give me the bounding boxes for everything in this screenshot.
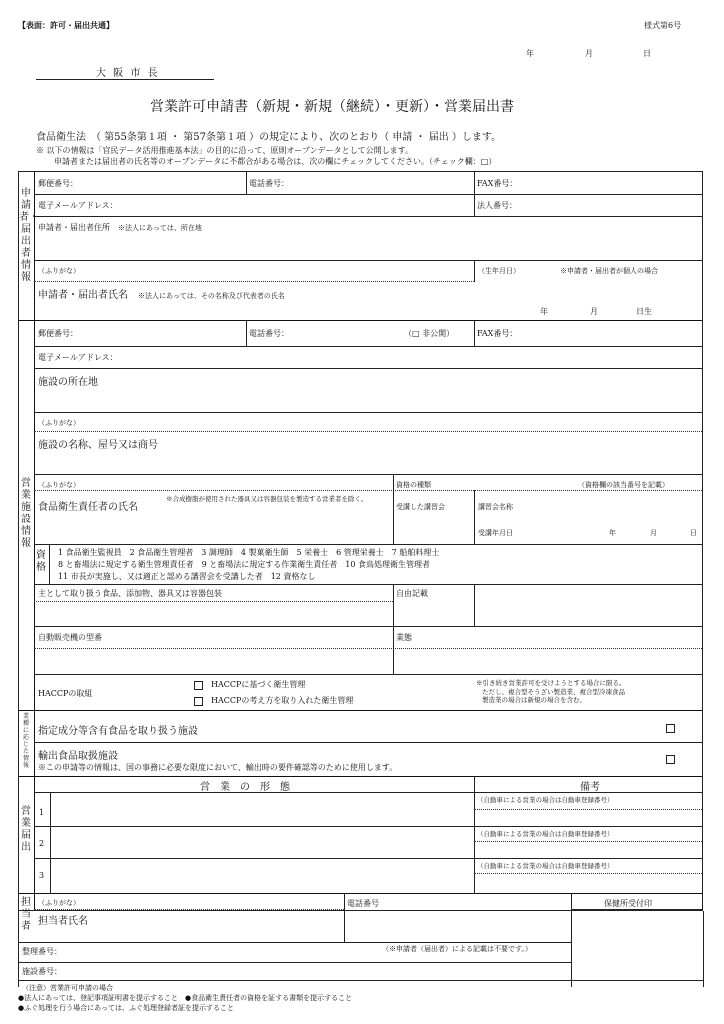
vending-machine-label: 自動販売機の型番: [38, 633, 102, 642]
form-number: 様式第6号: [644, 21, 682, 30]
applicant-birth-label: （生年月日）: [478, 267, 520, 275]
facility-phone-label: 電話番号：: [249, 329, 289, 338]
business-type-label: 業態: [396, 633, 412, 642]
contact-side-label: 担当者: [21, 897, 31, 932]
applicant-email-label: 電子メールアドレス：: [38, 201, 118, 210]
course-label: 受講した講習会: [396, 503, 445, 511]
reference-number-label: 整理番号：: [22, 947, 62, 956]
form-face-label: 【表面：許可・届出共通】: [18, 20, 114, 30]
qual-type-label: 資格の種類: [396, 481, 431, 489]
main-goods-label: 主として取り扱う食品、添加物、器具又は容器包装: [38, 589, 222, 598]
course-month-label: 月: [650, 529, 657, 537]
qualification-list-line3: 11 市長が実施し、又は適正と認める講習会を受講した者 12 資格なし: [58, 572, 316, 581]
course-year-label: 年: [609, 529, 616, 537]
export-facility-checkbox[interactable]: [666, 755, 675, 765]
date-year-label: 年: [526, 49, 534, 58]
business-specific-side-label: 業種に応じた情報: [22, 713, 29, 769]
facility-location-label: 施設の所在地: [38, 377, 98, 388]
applicant-address-label: 申請者・届出者住所 ※法人にあっては、所在地: [38, 223, 202, 232]
facility-email-label: 電子メールアドレス：: [38, 353, 118, 362]
facility-name-label: 施設の名称、屋号又は商号: [38, 440, 158, 451]
course-day-label: 日: [690, 529, 697, 537]
remarks-header: 備考: [580, 782, 600, 793]
notes-line-1: ●法人にあっては、登記事項証明書を提示すること ●食品衛生責任者の資格を証する書類を提示すること: [18, 994, 353, 1002]
facility-side-label: 営業施設情報: [21, 478, 31, 549]
haccp-option-2-checkbox[interactable]: [194, 697, 203, 706]
business-form-header: 営 業 の 形 態: [200, 782, 290, 793]
page-title: 営業許可申請書（新規・新規（継続）・更新）・営業届出書: [150, 99, 514, 115]
facility-furigana-label: （ふりがな）: [38, 419, 80, 427]
manager-name-note: ※合成樹脂が使用された器具又は容器包装を製造する営業者を除く。: [166, 495, 368, 503]
applicant-birth-month: 月: [590, 307, 598, 316]
notes-line-2: ●ふぐ処理を行う場合にあっては、ふぐ処理登録者証を提示すること: [18, 1004, 235, 1012]
contact-phone-label: 電話番号: [347, 899, 379, 908]
facility-postal-label: 郵便番号：: [38, 329, 78, 338]
intro-statement: 食品衛生法 （ 第55条第１項 ・ 第57条第１項 ）の規定により、次のとおり（ 申請 ・ 届出 ）します。: [36, 132, 502, 143]
haccp-option-1-checkbox[interactable]: [194, 681, 203, 690]
contact-name-label: 担当者氏名: [38, 916, 88, 927]
export-facility-label: 輸出食品取扱施設: [38, 751, 118, 762]
free-entry-label: 自由記載: [396, 589, 428, 598]
addressee: 大 阪 市 長: [96, 68, 160, 79]
haccp-option-1[interactable]: HACCPに基づく衛生管理: [194, 679, 305, 690]
notification-row-remark: （自動車による営業の場合は自動車登録番号）: [477, 862, 614, 870]
applicant-birth-day: 日生: [636, 307, 652, 316]
course-date-label: 受講年月日: [478, 529, 513, 537]
date-month-label: 月: [585, 49, 593, 58]
manager-furigana-label: （ふりがな）: [38, 481, 80, 489]
facility-number-label: 施設番号：: [22, 967, 62, 976]
addressee-underline: [36, 79, 214, 80]
notification-row-number: 1: [39, 808, 45, 817]
side-column-divider: [34, 171, 35, 911]
open-data-note: ※ 以下の情報は「官民データ活用推進基本法」の目的に沿って、原則オープンデータとして公開します。: [36, 146, 414, 155]
course-name-label: 講習会名称: [478, 503, 513, 511]
notification-row-remark: （自動車による営業の場合は自動車登録番号）: [477, 830, 614, 838]
applicant-birth-year: 年: [540, 307, 548, 316]
applicant-side-label: 申請者・届出者情報: [19, 188, 39, 283]
facility-fax-label: FAX番号：: [477, 329, 518, 338]
continuation-note: ※引き続き営業許可を受けようとする場合に限る。 ただし、複合型そうざい製造業、複合型冷凍食品 製造業の場合は新規の場合を含む。: [476, 679, 626, 704]
applicant-postal-label: 郵便番号：: [38, 179, 78, 188]
notification-side-label: 営業届出: [21, 806, 31, 853]
health-center-stamp-label: 保健所受付印: [604, 899, 652, 908]
notification-row-number: 3: [39, 871, 45, 880]
designated-ingredient-checkbox[interactable]: [666, 724, 675, 734]
notification-row-number: 2: [39, 839, 45, 848]
qualification-list-line2: 8 と畜場法に規定する衛生管理責任者 9 と畜場法に規定する作業衛生責任者 10 食鳥処理衛生管理者: [58, 560, 430, 569]
date-day-label: 日: [643, 49, 651, 58]
notes-heading: （注意）営業許可申請の場合: [22, 984, 113, 992]
contact-furigana-label: （ふりがな）: [38, 899, 80, 907]
applicant-furigana-label: （ふりがな）: [38, 267, 80, 275]
notification-row-remark: （自動車による営業の場合は自動車登録番号）: [477, 796, 614, 804]
qual-type-note: （資格欄の該当番号を記載）: [578, 481, 669, 489]
haccp-option-2[interactable]: HACCPの考え方を取り入れた衛生管理: [194, 695, 353, 706]
haccp-label: HACCPの取組: [38, 689, 93, 698]
applicant-phone-label: 電話番号：: [249, 179, 289, 188]
applicant-birth-note: ※申請者・届出者が個人の場合: [560, 267, 658, 275]
open-data-checkbox-note: 申請者または届出者の氏名等のオープンデータに不都合がある場合は、次の欄にチェックしてください。（チェック欄：□）: [54, 157, 497, 166]
qualification-side-label: 資格: [36, 550, 46, 573]
applicant-fax-label: FAX番号：: [477, 179, 518, 188]
applicant-corp-number-label: 法人番号：: [477, 201, 517, 210]
export-facility-note: ※この申請等の情報は、国の事務に必要な限度において、輸出時の要件確認等のために使用します。: [38, 763, 398, 772]
not-required-note: （※申請者（届出者）による記載は不要です。）: [382, 945, 532, 953]
facility-private-checkbox[interactable]: （□ 非公開）: [404, 329, 455, 338]
manager-name-label: 食品衛生責任者の氏名: [38, 502, 138, 513]
qualification-list-line1: 1 食品衛生監視員 2 食品衛生管理者 3 調理師 4 製菓衛生師 5 栄養士 6 管理栄養士 7 船舶料理士: [58, 548, 440, 557]
applicant-name-label: 申請者・届出者氏名 ※法人にあっては、その名称及び代表者の氏名: [38, 290, 285, 301]
designated-ingredient-label: 指定成分等含有食品を取り扱う施設: [38, 726, 198, 737]
